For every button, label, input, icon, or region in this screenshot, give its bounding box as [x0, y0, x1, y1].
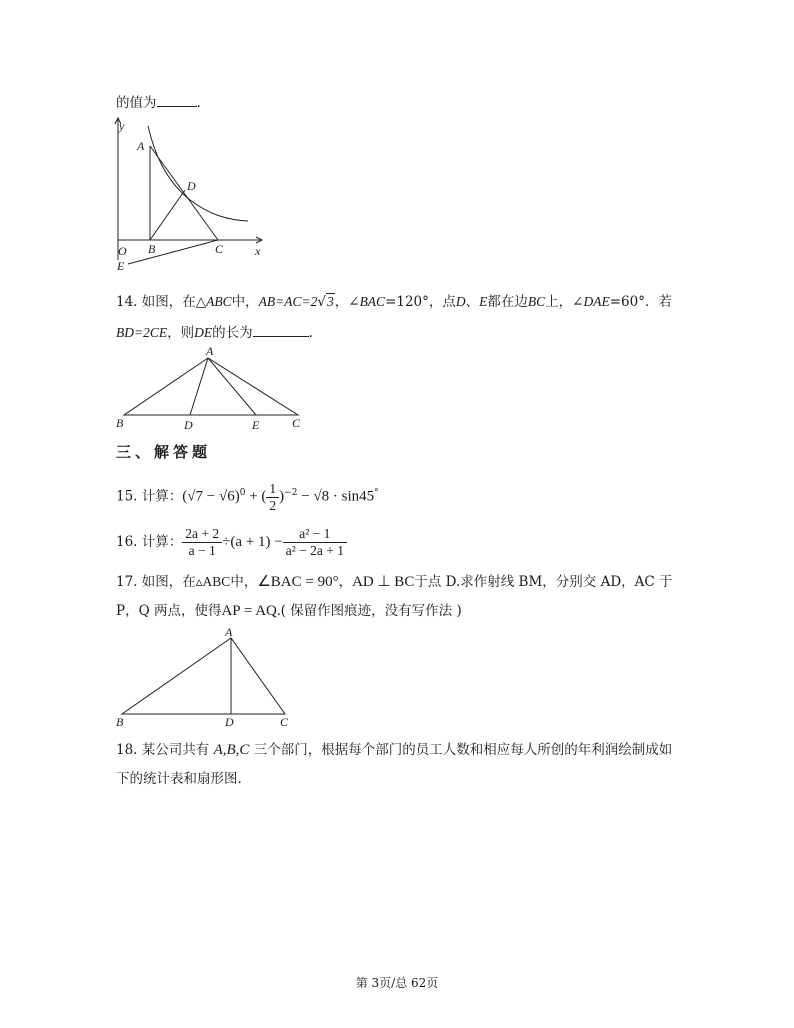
q16-fraction-1: $\frac{2a + 2}{a - 1}$	[182, 526, 222, 559]
fig13-point-a: A	[137, 139, 145, 153]
answer-blank	[157, 92, 197, 107]
q18-line2: 下的统计表和扇形图.	[116, 771, 242, 787]
fig14-point-d: D	[184, 418, 193, 432]
q18-line1: 18. 某公司共有 A,B,C 三个部门，根据每个部门的员工人数和相应每人所创的年利润绘制成如	[116, 742, 673, 758]
q15-line: 15. 计算：$(√7 - √6)^0$ + ( $\frac{1}{2}$ )$^{-2}$ − √8 · sin45°	[116, 480, 379, 513]
q14-line1: 14. 如图，在△ABC中，AB=AC=2√3，∠BAC=120°，点D、E都在边BC上，∠DAE=60°．若	[116, 294, 672, 310]
q17-line1: 17. 如图，在▵ABC中，∠BAC = 90°，AD ⊥ BC于点 D.求作射线 BM，分别交 AD，AC 于	[116, 574, 673, 590]
fig13-origin-label: O	[118, 244, 127, 258]
fig14-point-e: E	[252, 418, 260, 432]
q16-line: 16. 计算： $\frac{2a + 2}{a - 1}$ ÷(a + 1) − $\frac{\text{a² − 1}}{\text{a² − 2a + 1}}$	[116, 524, 347, 560]
fig13-point-e: E	[117, 259, 125, 273]
fig17-point-a: A	[225, 625, 233, 639]
fig17-point-d: D	[225, 715, 234, 729]
q17-line2: P，Q 两点，使得AP = AQ.( 保留作图痕迹，没有写作法 )	[116, 603, 462, 619]
page-footer: 第 3页/总 62页	[355, 976, 439, 990]
answer-blank	[253, 322, 309, 337]
fig13-point-b: B	[148, 242, 156, 256]
fig17-point-b: B	[116, 715, 124, 729]
fig17-point-c: C	[280, 715, 289, 729]
fig14-point-a: A	[206, 344, 214, 358]
q16-fraction-2: $\frac{\text{a² − 1}}{\text{a² − 2a + 1}}$	[283, 526, 347, 559]
q13-tail: 的值为 .	[116, 92, 201, 112]
figure-17-right-triangle	[112, 624, 312, 736]
fig13-point-d: D	[187, 179, 196, 193]
fig13-x-label: x	[255, 244, 261, 258]
figure-13-hyperbola	[110, 112, 270, 282]
section-title: 三、解答题	[116, 443, 212, 461]
q14-line2: BD=2CE，则DE的长为 .	[116, 322, 313, 342]
fig14-point-b: B	[116, 416, 124, 430]
fig14-point-c: C	[292, 416, 301, 430]
fig13-y-label: y	[119, 119, 125, 133]
q15-fraction: $\frac{1}{2}$	[266, 481, 279, 514]
figure-14-triangle	[112, 344, 312, 434]
fig13-point-c: C	[215, 242, 224, 256]
